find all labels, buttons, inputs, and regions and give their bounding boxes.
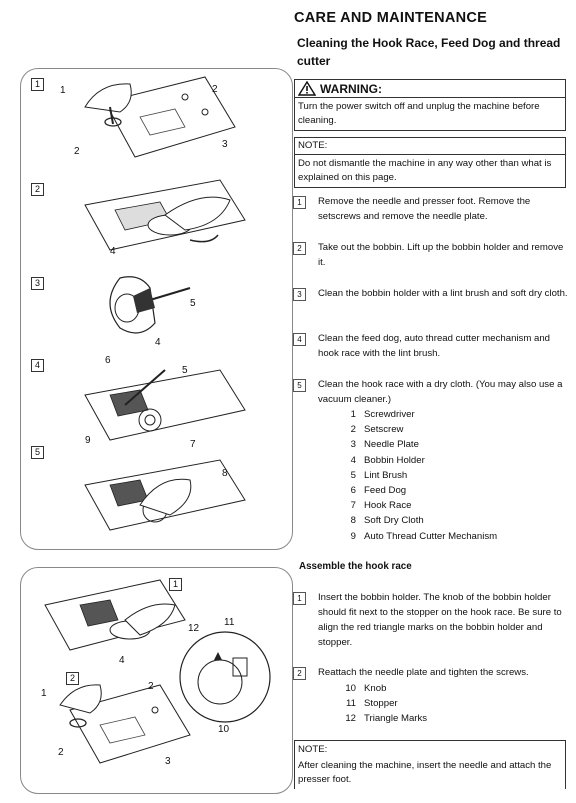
step-4	[293, 331, 568, 361]
step-text: Take out the bobbin. Lift up the bobbin holder and remove it.	[318, 242, 564, 268]
list-item: 12 Triangle Marks	[345, 713, 428, 725]
callout-label: 2	[148, 681, 154, 692]
callout-label: 10	[218, 724, 230, 735]
page-title: CARE AND MAINTENANCE	[294, 10, 488, 26]
list-item: 11 Stopper	[346, 698, 398, 710]
callout-label: 6	[105, 355, 111, 366]
step-text: Reattach the needle plate and tighten the screws.	[318, 667, 529, 678]
callout-label: 4	[119, 655, 125, 666]
assemble-parts-list	[336, 681, 427, 727]
note-box-1	[294, 137, 566, 188]
assemble-step-1	[293, 590, 568, 650]
step-number: 1	[293, 592, 306, 605]
callout-label: 12	[188, 623, 200, 634]
step-text: Clean the feed dog, auto thread cutter mechanism and hook race with the lint brush.	[318, 333, 550, 359]
step-number: 5	[293, 379, 306, 392]
warning-box	[294, 79, 566, 131]
step-text: Remove the needle and presser foot. Remove the setscrews and remove the needle plate.	[318, 196, 531, 222]
note-box-2	[294, 740, 566, 789]
figure-number: 3	[31, 277, 44, 290]
step-3	[293, 286, 568, 301]
warning-text: Turn the power switch off and unplug the machine before cleaning.	[298, 101, 540, 126]
step-text: Clean the hook race with a dry cloth. (You may also use a vacuum cleaner.)	[318, 379, 563, 405]
step-number: 2	[293, 667, 306, 680]
callout-label: 2	[58, 747, 64, 758]
note-label: NOTE:	[295, 138, 565, 155]
bobbin-holder-brush-illustration	[95, 268, 195, 343]
callout-label: 11	[224, 617, 235, 628]
step-number: 1	[293, 196, 306, 209]
warning-icon	[298, 81, 316, 96]
callout-label: 5	[190, 298, 196, 309]
warning-header	[295, 80, 565, 98]
step-text: Clean the bobbin holder with a lint brush and soft dry cloth.	[318, 288, 568, 299]
list-item: 4 Bobbin Holder	[350, 454, 425, 466]
figure-number: 2	[66, 672, 79, 685]
step-number: 2	[293, 242, 306, 255]
callout-label: 4	[155, 337, 161, 348]
figure-number: 4	[31, 359, 44, 372]
callout-label: 7	[190, 439, 196, 450]
callout-label: 3	[165, 756, 171, 767]
note-text: Do not dismantle the machine in any way other than what is explained on this page.	[298, 158, 552, 183]
bobbin-holder-insert-illustration	[40, 575, 190, 665]
callout-label: 1	[41, 688, 47, 699]
list-item: 7 Hook Race	[350, 500, 412, 512]
step-1	[293, 194, 568, 224]
callout-label: 2	[74, 146, 80, 157]
figure-number: 1	[31, 78, 44, 91]
callout-label: 3	[222, 139, 228, 150]
list-item: 2 Setscrew	[350, 424, 404, 436]
list-item: 10 Knob	[345, 683, 387, 694]
step-number: 3	[293, 288, 306, 301]
callout-label: 5	[182, 365, 188, 376]
callout-label: 9	[85, 435, 91, 446]
callout-label: 2	[212, 84, 218, 95]
list-item: 8 Soft Dry Cloth	[350, 515, 424, 527]
figure-number: 5	[31, 446, 44, 459]
list-item: 3 Needle Plate	[350, 439, 419, 451]
warning-label: WARNING:	[320, 81, 382, 96]
callout-label: 4	[110, 246, 116, 257]
assemble-heading: Assemble the hook race	[299, 561, 412, 572]
figure-number: 1	[169, 578, 182, 591]
parts-list	[336, 407, 497, 544]
section-subtitle: Cleaning the Hook Race, Feed Dog and thread cutter	[297, 36, 561, 68]
step-text: Insert the bobbin holder. The knob of the bobbin holder should fit next to the stopper on the hook race. Be sure to align the red triangle marks on the bobbin holder and stopper.	[318, 592, 562, 648]
assemble-step-2	[293, 665, 568, 680]
hook-race-cloth-illustration	[70, 455, 260, 540]
list-item: 1 Screwdriver	[350, 409, 415, 420]
callout-label: 1	[60, 85, 66, 96]
list-item: 6 Feed Dog	[350, 485, 407, 497]
bobbin-holder-removal-illustration	[70, 175, 260, 265]
list-item: 5 Lint Brush	[350, 469, 408, 481]
list-item: 9 Auto Thread Cutter Mechanism	[350, 530, 498, 542]
note-label: NOTE:	[298, 744, 328, 755]
step-5	[293, 377, 568, 407]
step-number: 4	[293, 333, 306, 346]
figure-number: 2	[31, 183, 44, 196]
feed-dog-cleaning-illustration	[70, 360, 260, 450]
step-2	[293, 240, 568, 270]
needle-plate-reattach-illustration	[50, 675, 200, 770]
note-text: After cleaning the machine, insert the needle and attach the presser foot.	[298, 760, 552, 785]
callout-label: 8	[222, 468, 228, 479]
